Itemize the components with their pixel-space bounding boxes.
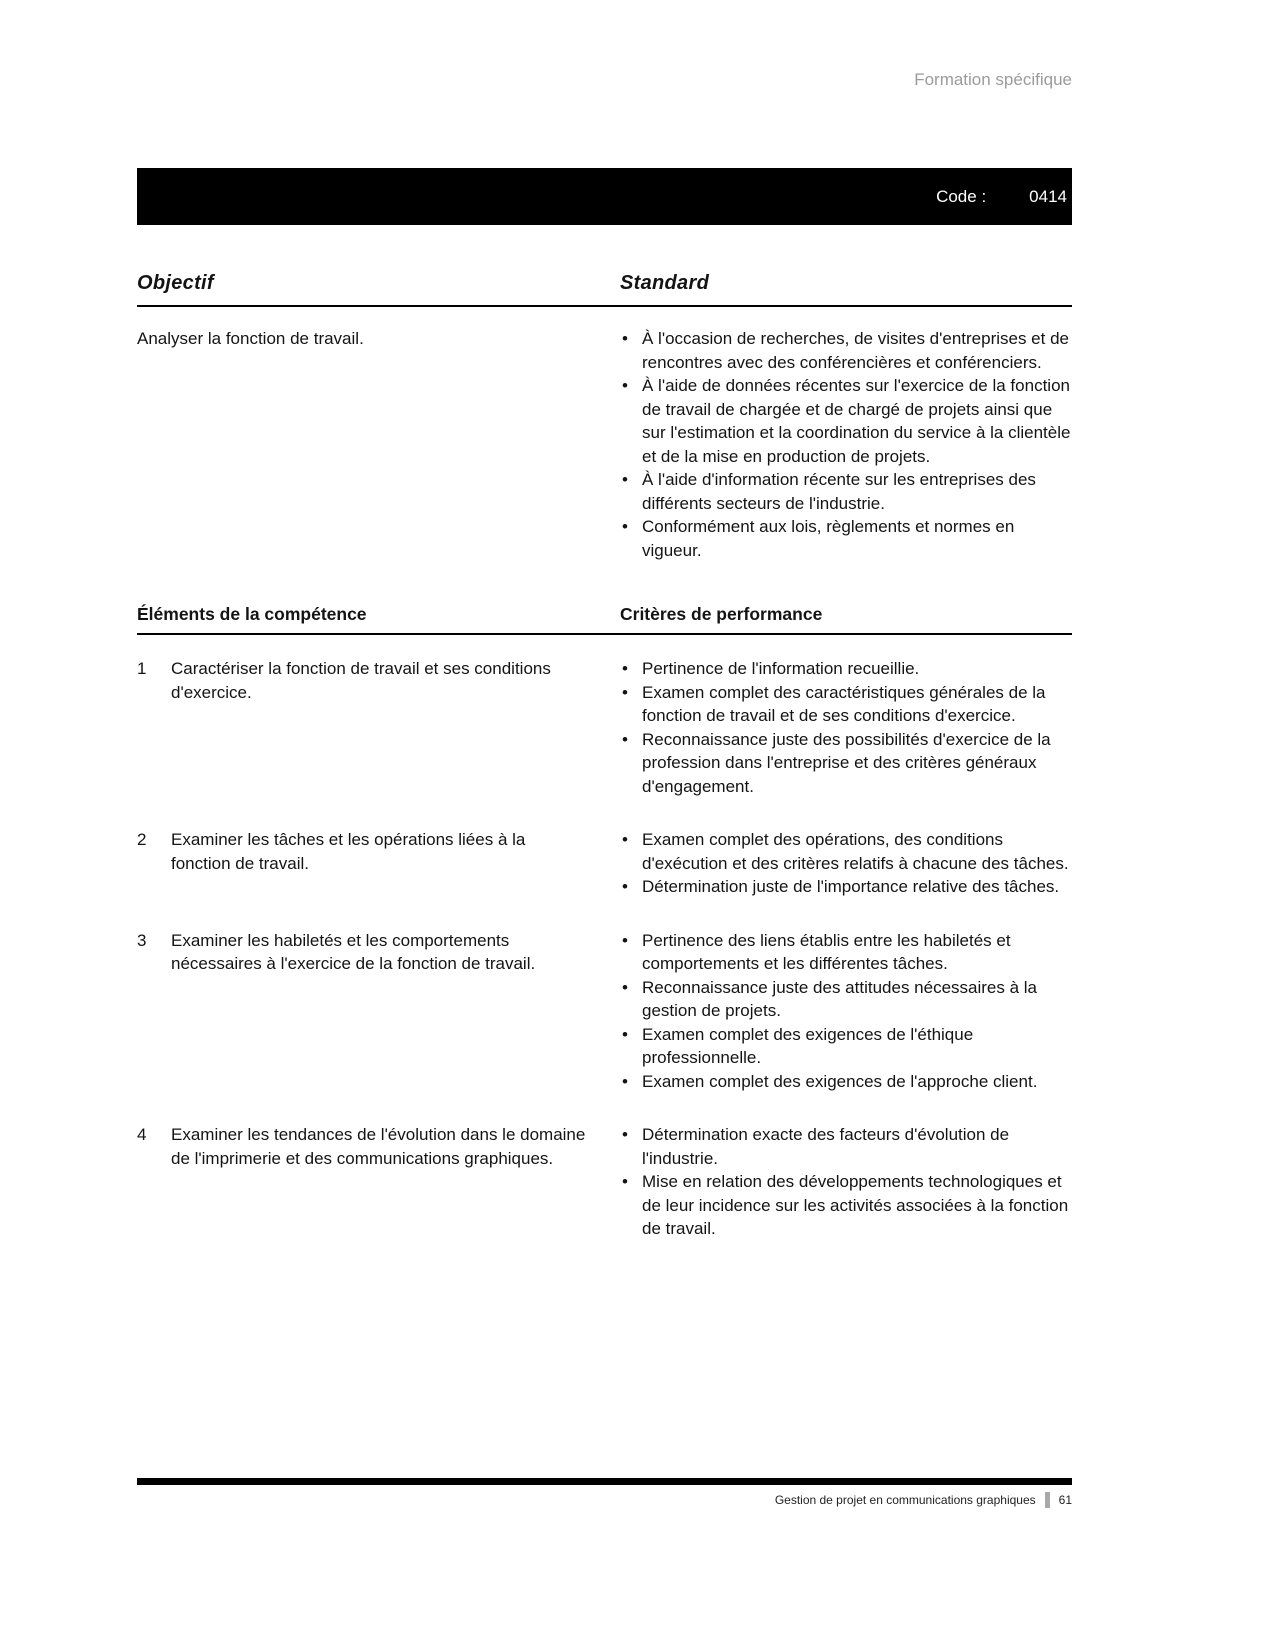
bullet-icon [622, 875, 628, 899]
code-label: Code : [936, 186, 987, 206]
bullet-item [620, 515, 1072, 562]
bullet-icon [622, 976, 628, 1000]
bullet-item [620, 657, 1072, 681]
code-banner [137, 168, 1072, 225]
footer-separator [1045, 1492, 1050, 1508]
bullet-text: Pertinence de l'information recueillie. [642, 659, 920, 678]
competency-row-3 [137, 929, 1072, 1094]
program-label: Formation spécifique [914, 70, 1072, 89]
bullet-item [620, 374, 1072, 468]
standard-title: Standard [620, 272, 710, 294]
bullet-text: Examen complet des caractéristiques générales de la fonction de travail et de ses conditions d'exercice. [642, 682, 1046, 725]
bullet-icon [622, 327, 628, 351]
bullet-icon [622, 1023, 628, 1047]
objective-title: Objectif [137, 272, 214, 294]
criteria-list [615, 657, 1072, 798]
objective-header-cell [137, 272, 615, 295]
bullet-text: Détermination juste de l'importance relative des tâches. [642, 877, 1060, 896]
element-text: Examiner les tendances de l'évolution dans le domaine de l'imprimerie et des communications graphiques. [171, 1125, 586, 1168]
bullet-text: Détermination exacte des facteurs d'évolution de l'industrie. [642, 1125, 1010, 1168]
bullet-text: À l'aide d'information récente sur les entreprises des différents secteurs de l'industrie. [642, 470, 1036, 513]
bullet-text: Reconnaissance juste des possibilités d'exercice de la profession dans l'entreprise et des critères généraux d'engagement. [642, 729, 1051, 796]
standard-bullet-list [615, 327, 1072, 562]
bullet-text: Examen complet des opérations, des conditions d'exécution et des critères relatifs à chacune des tâches. [642, 830, 1069, 873]
competency-row-4 [137, 1123, 1072, 1241]
elements-header-cell [137, 604, 615, 625]
element-number: 2 [137, 830, 147, 849]
element-cell [137, 929, 615, 1094]
criteria-list [615, 1123, 1072, 1241]
bullet-text: Examen complet des exigences de l'approche client. [642, 1071, 1038, 1091]
bullet-item [620, 327, 1072, 374]
element-text: Examiner les tâches et les opérations liées à la fonction de travail. [171, 830, 526, 873]
bullet-item [620, 468, 1072, 515]
bullet-item [620, 1170, 1072, 1241]
objective-text: Analyser la fonction de travail. [137, 329, 364, 348]
footer-rule [137, 1478, 1072, 1485]
footer-line [137, 1492, 1072, 1508]
bullet-item [620, 929, 1072, 976]
competency-header-row [137, 604, 1072, 635]
criteria-list [615, 828, 1072, 899]
element-cell [137, 828, 615, 899]
bullet-icon [622, 657, 628, 681]
page-footer [137, 1478, 1072, 1508]
bullet-icon [622, 515, 628, 539]
criteria-header-cell [615, 604, 1072, 625]
element-number: 4 [137, 1125, 147, 1144]
bullet-text: Reconnaissance juste des attitudes nécessaires à la gestion de projets. [642, 977, 1038, 1020]
footer-page-number: 61 [1058, 1493, 1072, 1507]
bullet-item [620, 681, 1072, 728]
bullet-item [620, 1123, 1072, 1170]
bullet-icon [622, 1123, 628, 1147]
bullet-icon [622, 1070, 628, 1094]
bullet-item [620, 1070, 1072, 1094]
bullet-item [620, 728, 1072, 799]
element-text: Examiner les habiletés et les comportements nécessaires à l'exercice de la fonction de travail. [171, 930, 536, 973]
bullet-icon [622, 681, 628, 705]
element-cell [137, 1123, 615, 1241]
criteria-title: Critères de performance [620, 604, 823, 624]
bullet-text: Pertinence des liens établis entre les habiletés et comportements et les différentes tâches. [642, 930, 1011, 973]
bullet-text: À l'aide de données récentes sur l'exercice de la fonction de travail de chargée et de chargé de projets ainsi que sur l'estimation et la coordination du service à la clientèle et de la mise en production de projets. [642, 376, 1071, 466]
bullet-icon [622, 828, 628, 852]
bullet-item [620, 828, 1072, 875]
footer-document-title: Gestion de projet en communications graphiques [774, 1493, 1036, 1507]
bullet-item [620, 976, 1072, 1023]
bullet-icon [622, 929, 628, 953]
element-number: 1 [137, 659, 147, 678]
competency-row-1 [137, 657, 1072, 798]
standard-header-cell [615, 272, 1072, 295]
element-text: Caractériser la fonction de travail et ses conditions d'exercice. [171, 659, 551, 702]
element-number: 3 [137, 930, 147, 950]
criteria-list [615, 929, 1072, 1094]
bullet-icon [622, 728, 628, 752]
page-header [137, 70, 1072, 90]
bullet-text: Examen complet des exigences de l'éthique professionnelle. [642, 1024, 974, 1067]
elements-title: Éléments de la compétence [137, 604, 367, 624]
element-cell [137, 657, 615, 798]
bullet-text: À l'occasion de recherches, de visites d'entreprises et de rencontres avec des conférencières et conférenciers. [642, 329, 1069, 372]
bullet-text: Mise en relation des développements technologiques et de leur incidence sur les activités associées à la fonction de travail. [642, 1172, 1069, 1238]
bullet-item [620, 1023, 1072, 1070]
bullet-icon [622, 468, 628, 492]
bullet-item [620, 875, 1072, 899]
bullet-icon [622, 1170, 628, 1194]
code-value: 0414 [1029, 186, 1067, 206]
bullet-text: Conformément aux lois, règlements et normes en vigueur. [642, 517, 1015, 560]
objective-standard-header-row [137, 272, 1072, 307]
competency-row-2 [137, 828, 1072, 899]
objective-standard-content-row [137, 327, 1072, 562]
bullet-icon [622, 374, 628, 398]
